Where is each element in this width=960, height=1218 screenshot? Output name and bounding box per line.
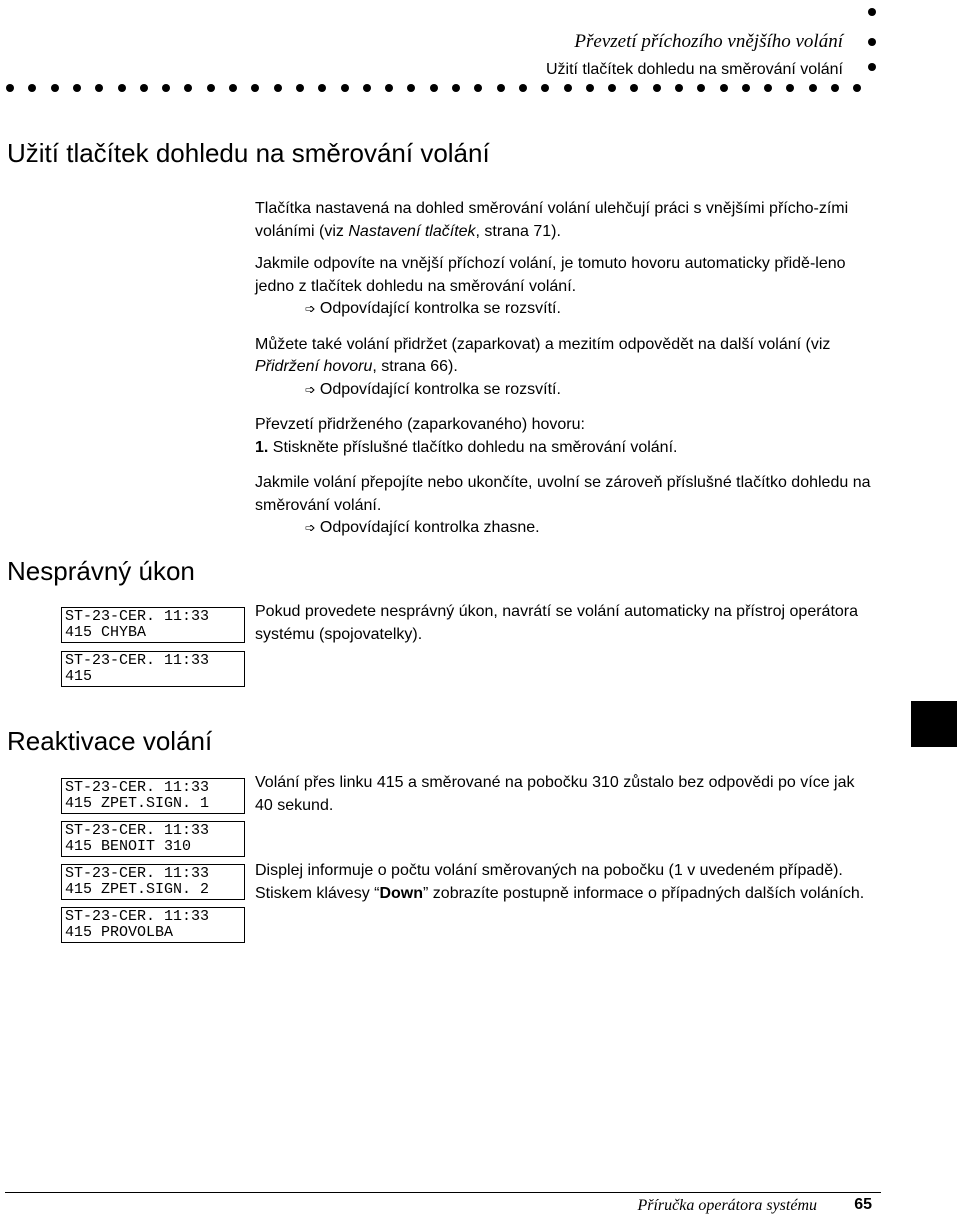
dot xyxy=(853,84,861,92)
dot xyxy=(675,84,683,92)
arrow-icon: ➩ xyxy=(305,381,316,397)
lcd-line-2: 415 PROVOLBA xyxy=(65,924,174,941)
link-ref-call-hold: Přidržení hovoru xyxy=(255,358,373,375)
dot xyxy=(73,84,81,92)
dot xyxy=(564,84,572,92)
lcd-line-2: 415 xyxy=(65,668,93,685)
dot xyxy=(184,84,192,92)
dot xyxy=(430,84,438,92)
dot xyxy=(118,84,126,92)
section3-body-2 xyxy=(255,860,875,905)
paragraph-unanswered: Volání přes linku 415 a směrované na pobočku 310 zůstalo bez odpovědi po více jak 40 sekund. xyxy=(255,774,855,814)
dot xyxy=(541,84,549,92)
lcd-line-1: ST-23-CER. 11:33 xyxy=(65,865,210,882)
dot xyxy=(697,84,705,92)
dot xyxy=(318,84,326,92)
section-heading-running: Užití tlačítek dohledu na směrování volání xyxy=(545,61,843,78)
paragraph-intro xyxy=(255,198,875,243)
text: Tlačítka nastavená na dohled směrování volání ulehčují práci s vnějšími přícho-zími voláními (viz xyxy=(255,200,849,240)
dot xyxy=(809,84,817,92)
result-line xyxy=(255,379,875,402)
page-number: 65 xyxy=(854,1196,872,1213)
lcd-display xyxy=(61,778,245,814)
dot xyxy=(95,84,103,92)
result-text: Odpovídající kontrolka se rozsvítí. xyxy=(319,380,561,398)
lcd-display xyxy=(61,651,245,687)
link-ref-keys-setup: Nastavení tlačítek xyxy=(348,222,476,240)
text: , strana 71). xyxy=(475,222,561,240)
paragraph-retrieve: Převzetí přidrženého (zaparkovaného) hovoru: xyxy=(255,416,585,433)
lcd-line-1: ST-23-CER. 11:33 xyxy=(65,822,210,839)
step-text: Stiskněte příslušné tlačítko dohledu na směrování volání. xyxy=(272,438,678,456)
lcd-line-2: 415 CHYBA xyxy=(65,624,147,641)
lcd-line-2: 415 ZPET.SIGN. 1 xyxy=(65,795,210,812)
dot xyxy=(6,84,14,92)
lcd-line-1: ST-23-CER. 11:33 xyxy=(65,652,210,669)
paragraph-answer: Jakmile odpovíte na vnější příchozí volání, je tomuto hovoru automaticky přidě-leno jedno z tlačítek dohledu na směrování volání. xyxy=(255,255,846,295)
paragraph-park xyxy=(255,334,875,379)
lcd-line-2: 415 BENOIT 310 xyxy=(65,838,192,855)
dot xyxy=(586,84,594,92)
chapter-title: Převzetí příchozího vnějšího volání xyxy=(574,31,843,52)
result-line xyxy=(255,517,875,540)
dot xyxy=(363,84,371,92)
paragraph-display-info xyxy=(255,860,875,905)
paragraph-release: Jakmile volání přepojíte nebo ukončíte, uvolní se zároveň příslušné tlačítko dohledu na směrování volání. xyxy=(255,474,871,514)
dot xyxy=(51,84,59,92)
dot xyxy=(229,84,237,92)
dot xyxy=(630,84,638,92)
dot xyxy=(474,84,482,92)
key-name-down: Down xyxy=(379,884,424,902)
step-1 xyxy=(255,437,875,460)
section-title-routing-keys: Užití tlačítek dohledu na směrování volání xyxy=(7,138,490,168)
dot xyxy=(608,84,616,92)
dot xyxy=(764,84,772,92)
chapter-tab-marker xyxy=(911,701,957,747)
arrow-icon: ➩ xyxy=(305,520,316,535)
dot xyxy=(207,84,215,92)
text: , strana 66). xyxy=(372,358,458,375)
lcd-display xyxy=(61,607,245,643)
paragraph-wrong-action: Pokud provedete nesprávný úkon, navrátí se volání automaticky na přístroj operátora systému (spojovatelky). xyxy=(255,603,859,643)
dot xyxy=(296,84,304,92)
footer-manual-title: Příručka operátora systému xyxy=(637,1197,817,1214)
section-title-reactivation: Reaktivace volání xyxy=(7,726,213,756)
dot xyxy=(28,84,36,92)
arrow-icon: ➩ xyxy=(305,301,316,316)
lcd-line-1: ST-23-CER. 11:33 xyxy=(65,608,210,625)
step-number: 1. xyxy=(255,438,269,456)
dot xyxy=(251,84,259,92)
dot xyxy=(140,84,148,92)
text: ” zobrazíte postupně informace o případných dalších voláních. xyxy=(423,884,865,902)
lcd-line-1: ST-23-CER. 11:33 xyxy=(65,908,210,925)
dot xyxy=(653,84,661,92)
lcd-display xyxy=(61,821,245,857)
dot xyxy=(786,84,794,92)
lcd-display xyxy=(61,864,245,900)
dot xyxy=(742,84,750,92)
footer-rule xyxy=(5,1192,881,1193)
dot xyxy=(162,84,170,92)
section1-body xyxy=(255,198,875,540)
lcd-line-1: ST-23-CER. 11:33 xyxy=(65,779,210,796)
text: Displej informuje o počtu volání směrovaných na pobočku (1 v uvedeném případě). Stiskem klávesy “ xyxy=(255,862,843,902)
result-text: Odpovídající kontrolka se rozsvítí. xyxy=(319,300,561,317)
dot xyxy=(274,84,282,92)
dot xyxy=(497,84,505,92)
dot xyxy=(452,84,460,92)
result-line xyxy=(255,298,875,321)
dot xyxy=(831,84,839,92)
dot xyxy=(341,84,349,92)
lcd-display xyxy=(61,907,245,943)
dot xyxy=(385,84,393,92)
dot-divider xyxy=(0,84,960,94)
section2-body xyxy=(255,601,875,646)
text: Můžete také volání přidržet (zaparkovat) a mezitím odpovědět na další volání (viz xyxy=(255,335,831,353)
section3-body xyxy=(255,772,875,817)
dot xyxy=(519,84,527,92)
dot xyxy=(720,84,728,92)
lcd-line-2: 415 ZPET.SIGN. 2 xyxy=(65,881,210,898)
dot xyxy=(407,84,415,92)
section-title-wrong-action: Nesprávný úkon xyxy=(7,556,195,586)
result-text: Odpovídající kontrolka zhasne. xyxy=(319,519,540,536)
